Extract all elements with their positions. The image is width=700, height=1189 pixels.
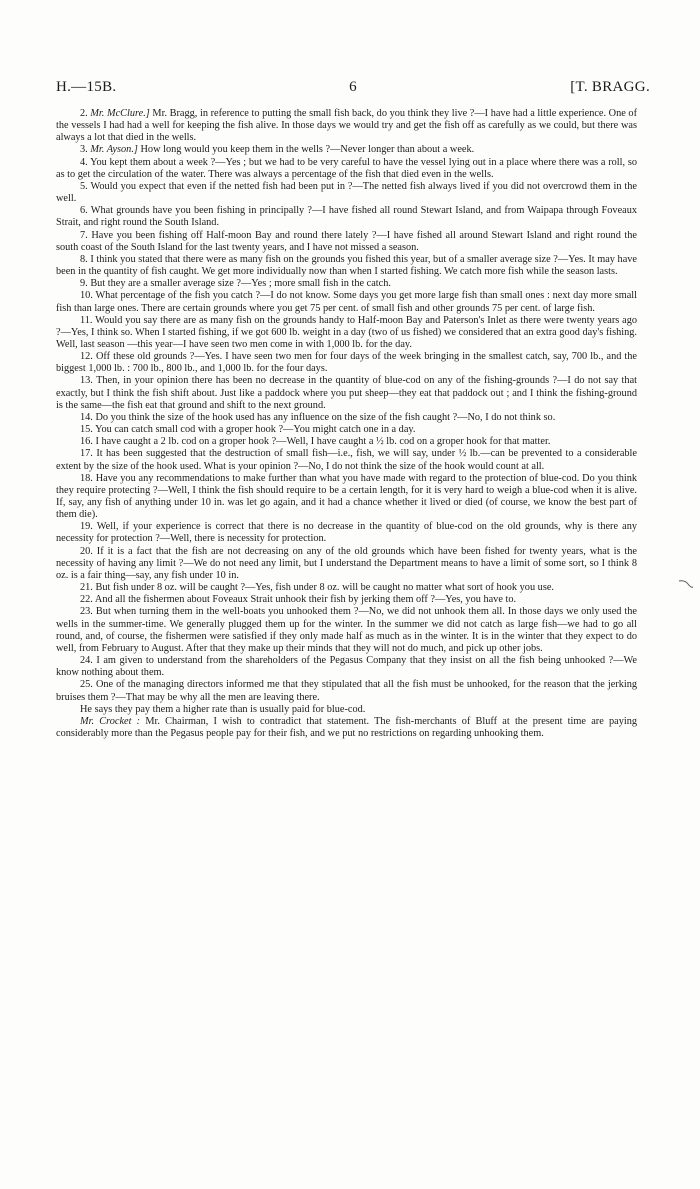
question-number: 24. [80,655,93,667]
paragraph [56,108,637,144]
paragraph [56,205,637,229]
speaker-label: Mr. Ayson.] [90,144,138,156]
question-number: 15. [80,424,93,436]
paragraph [56,606,637,655]
question-number: 10. [80,290,93,302]
paragraph [56,157,637,181]
paragraph-text: It has been suggested that the destruction of small fish—i.e., fish, we will say, under ½ lb.—can be prevented to a considerable extent by the size of the hook used. What is your opinion ?—No, I do not think the size of the hook would count at all. [56,448,637,472]
question-number: 23. [80,606,93,618]
question-number: 8. [80,253,88,265]
speaker-label: Mr. McClure.] [90,108,150,119]
question-number: 4. [80,156,88,168]
paragraph [56,290,637,314]
question-number: 18. [80,472,93,484]
question-number: 6. [80,205,88,217]
paragraph-text: But they are a smaller average size ?—Yes ; more small fish in the catch. [90,278,391,290]
paragraph [56,412,637,424]
paragraph-text: I think you stated that there were as many fish on the grounds you fished this year, but of a smaller average size ?—Yes. It may have been in the quantity of fish caught. We get more individually now than when I started fishing. We catch more fish while the season lasts. [56,253,637,278]
paragraph [56,716,637,740]
paragraph-text: But fish under 8 oz. will be caught ?—Yes, fish under 8 oz. will be caught no matter what sort of hook you use. [95,582,554,594]
paragraph-text: Mr. Bragg, in reference to putting the small fish back, do you think they live ?—I have had a little experience. One of the vessels I had had a well for keeping the fish alive. In those days we would try and get the fish off as carefully as we could, but there was always a lot that died in the wells. [56,108,638,144]
paragraph-text: Off these old grounds ?—Yes. I have seen two men for four days of the week bringing in the smallest catch, say, 700 lb., and the biggest 1,000 lb. : 700 lb., 800 lb., and 1,000 lb. for the four days. [56,351,638,375]
paragraph-text: What grounds have you been fishing in principally ?—I have fished all round Stewart Island, and from Waipapa through Foveaux Strait, and right round the South Island. [56,205,638,229]
question-number: 2. [80,108,88,119]
paragraph-text: Then, in your opinion there has been no decrease in the quantity of blue-cod on any of the fishing-grounds ?—I do not say that exactly, but I think the fish shift about. Just like a paddock where you put sheep—they eat that paddock out ; and I think the fishing-ground is the same—the fish eat that ground and shift to the next ground. [56,375,638,411]
question-number: 12. [80,351,93,363]
paragraph-text: What percentage of the fish you catch ?—I do not know. Some days you get more large fish than small ones : next day more small fish than large ones. There are certain grounds where you get 75 per cent. of small fish and other grounds 75 per cent. of large fish. [56,290,638,314]
witness-name: [T. BRAGG. [570,79,650,95]
paragraph-text: How long would you keep them in the wells ?—Never longer than about a week. [140,144,475,156]
margin-mark [678,576,694,590]
paragraph [56,473,637,522]
paragraph [56,448,637,472]
paragraph-text: And all the fishermen about Foveaux Strait unhook their fish by jerking them off ?—Yes, you have to. [94,594,517,606]
paragraph [56,546,637,582]
paragraph [56,521,637,545]
paragraph-text: One of the managing directors informed me that they stipulated that all the fish must be unhooked, for the reason that the jerking bruises them ?—That may be why all the men are leaving there. [56,679,637,703]
paragraph-text: Have you been fishing off Half-moon Bay and round there lately ?—I have fished all around Stewart Island and right round the south coast of the South Island for the last twenty years, and I have not missed a season. [56,229,638,253]
question-number: 20. [80,545,93,557]
question-number: 11. [80,314,93,326]
speaker-label: Mr. Crocket : [80,715,141,727]
paragraph-text: Have you any recommendations to make further than what you have made with regard to the protection of blue-cod. Do you think they require protecting ?—Well, I think the fish should require to be a certain length, for it is very hard to weigh a blue-cod when it is alive. If, say, any fish of anything under 10 in. was let go again, and it had a chance whether it lived or died (of course, we know the best part of them die). [56,472,637,521]
paragraph [56,278,637,290]
paragraph-text: I have caught a 2 lb. cod on a groper hook ?—Well, I have caught a ½ lb. cod on a groper hook for that matter. [95,436,551,448]
question-number: 22. [80,594,93,606]
paragraph-text: Well, if your experience is correct that there is no decrease in the quantity of blue-cod on the old grounds, why is there any necessity for protection ?—Well, there is necessity for protection. [56,521,637,545]
paragraph-text: I am given to understand from the shareholders of the Pegasus Company that they insist on all the fish being unhooked ?—We know nothing about them. [56,655,637,679]
paragraph [56,594,637,606]
paragraph [56,181,637,205]
paragraph-text: If it is a fact that the fish are not decreasing on any of the old grounds which have been fished for twenty years, what is the necessity of having any limit ?—We do not need any limit, but I understand the Department means to have a limit of some sort, so I think 8 oz. is a fair thing—say, any fish under 10 in. [56,545,637,581]
paragraph [56,351,637,375]
paragraph-text: Do you think the size of the hook used has any influence on the size of the fish caught ?—No, I do not think so. [95,411,556,423]
paragraph [56,679,637,703]
paragraph [56,704,637,716]
paragraph-text: Mr. Chairman, I wish to contradict that statement. The fish-merchants of Bluff at the present time are paying considerably more than the Pegasus people pay for their fish, and we put no restrictions on regarding unhooking them. [56,715,638,739]
question-number: 17. [80,448,93,460]
paragraph [56,436,637,448]
question-number: 21. [80,582,93,594]
paragraph [56,375,637,411]
question-number: 16. [80,436,93,448]
document-reference: H.—15B. [56,79,117,95]
page-number: 6 [349,79,357,95]
question-number: 13. [80,375,93,387]
question-number: 5. [80,180,88,192]
paragraph-text: He says they pay them a higher rate than is usually paid for blue-cod. [80,703,366,715]
paragraph [56,315,637,351]
paragraph-text: You kept them about a week ?—Yes ; but we had to be very careful to have the vessel lying out in a place where there was a roll, so as to get the circulation of the water. There was always a percentage of the fish that died even in the wells. [56,156,637,180]
paragraph [56,254,637,278]
paragraph [56,582,637,594]
paragraph-text: You can catch small cod with a groper hook ?—You might catch one in a day. [95,424,416,436]
question-number: 14. [80,411,93,423]
question-number: 25. [80,679,93,691]
question-number: 9. [80,278,88,290]
question-number: 7. [80,229,88,241]
question-number: 3. [80,144,88,156]
paragraph-text: But when turning them in the well-boats you unhooked them ?—No, we did not unhook them all. In those days we only used the wells in the summer-time. We generally plugged them up for the winter. In the summer we did not catch as large fish—we had to go all round, and, of course, the fishermen were satisfied if they only made half as much as in the winter. It is in the winter that they expect to do well, from February to August. After that they make up their minds that they will not do much, and pick up other jobs. [56,606,637,654]
page-header [56,79,650,99]
paragraph-text: Would you expect that even if the netted fish had been put in ?—The netted fish always lived if you did not overcrowd them in the well. [56,180,637,205]
paragraph [56,424,637,436]
paragraph-text: Would you say there are as many fish on the grounds handy to Half-moon Bay and Paterson's Inlet as there were twenty years ago ?—Yes, I think so. When I started fishing, if we got 600 lb. weight in a day (two of us fished) we considered that an extra good day's fishing. Well, last season —this year—I have seen two men come in with 1,000 lb. for the day. [56,314,637,350]
paragraph [56,230,637,254]
document-body [56,108,637,740]
question-number: 19. [80,521,93,533]
paragraph [56,655,637,679]
paragraph [56,144,637,156]
